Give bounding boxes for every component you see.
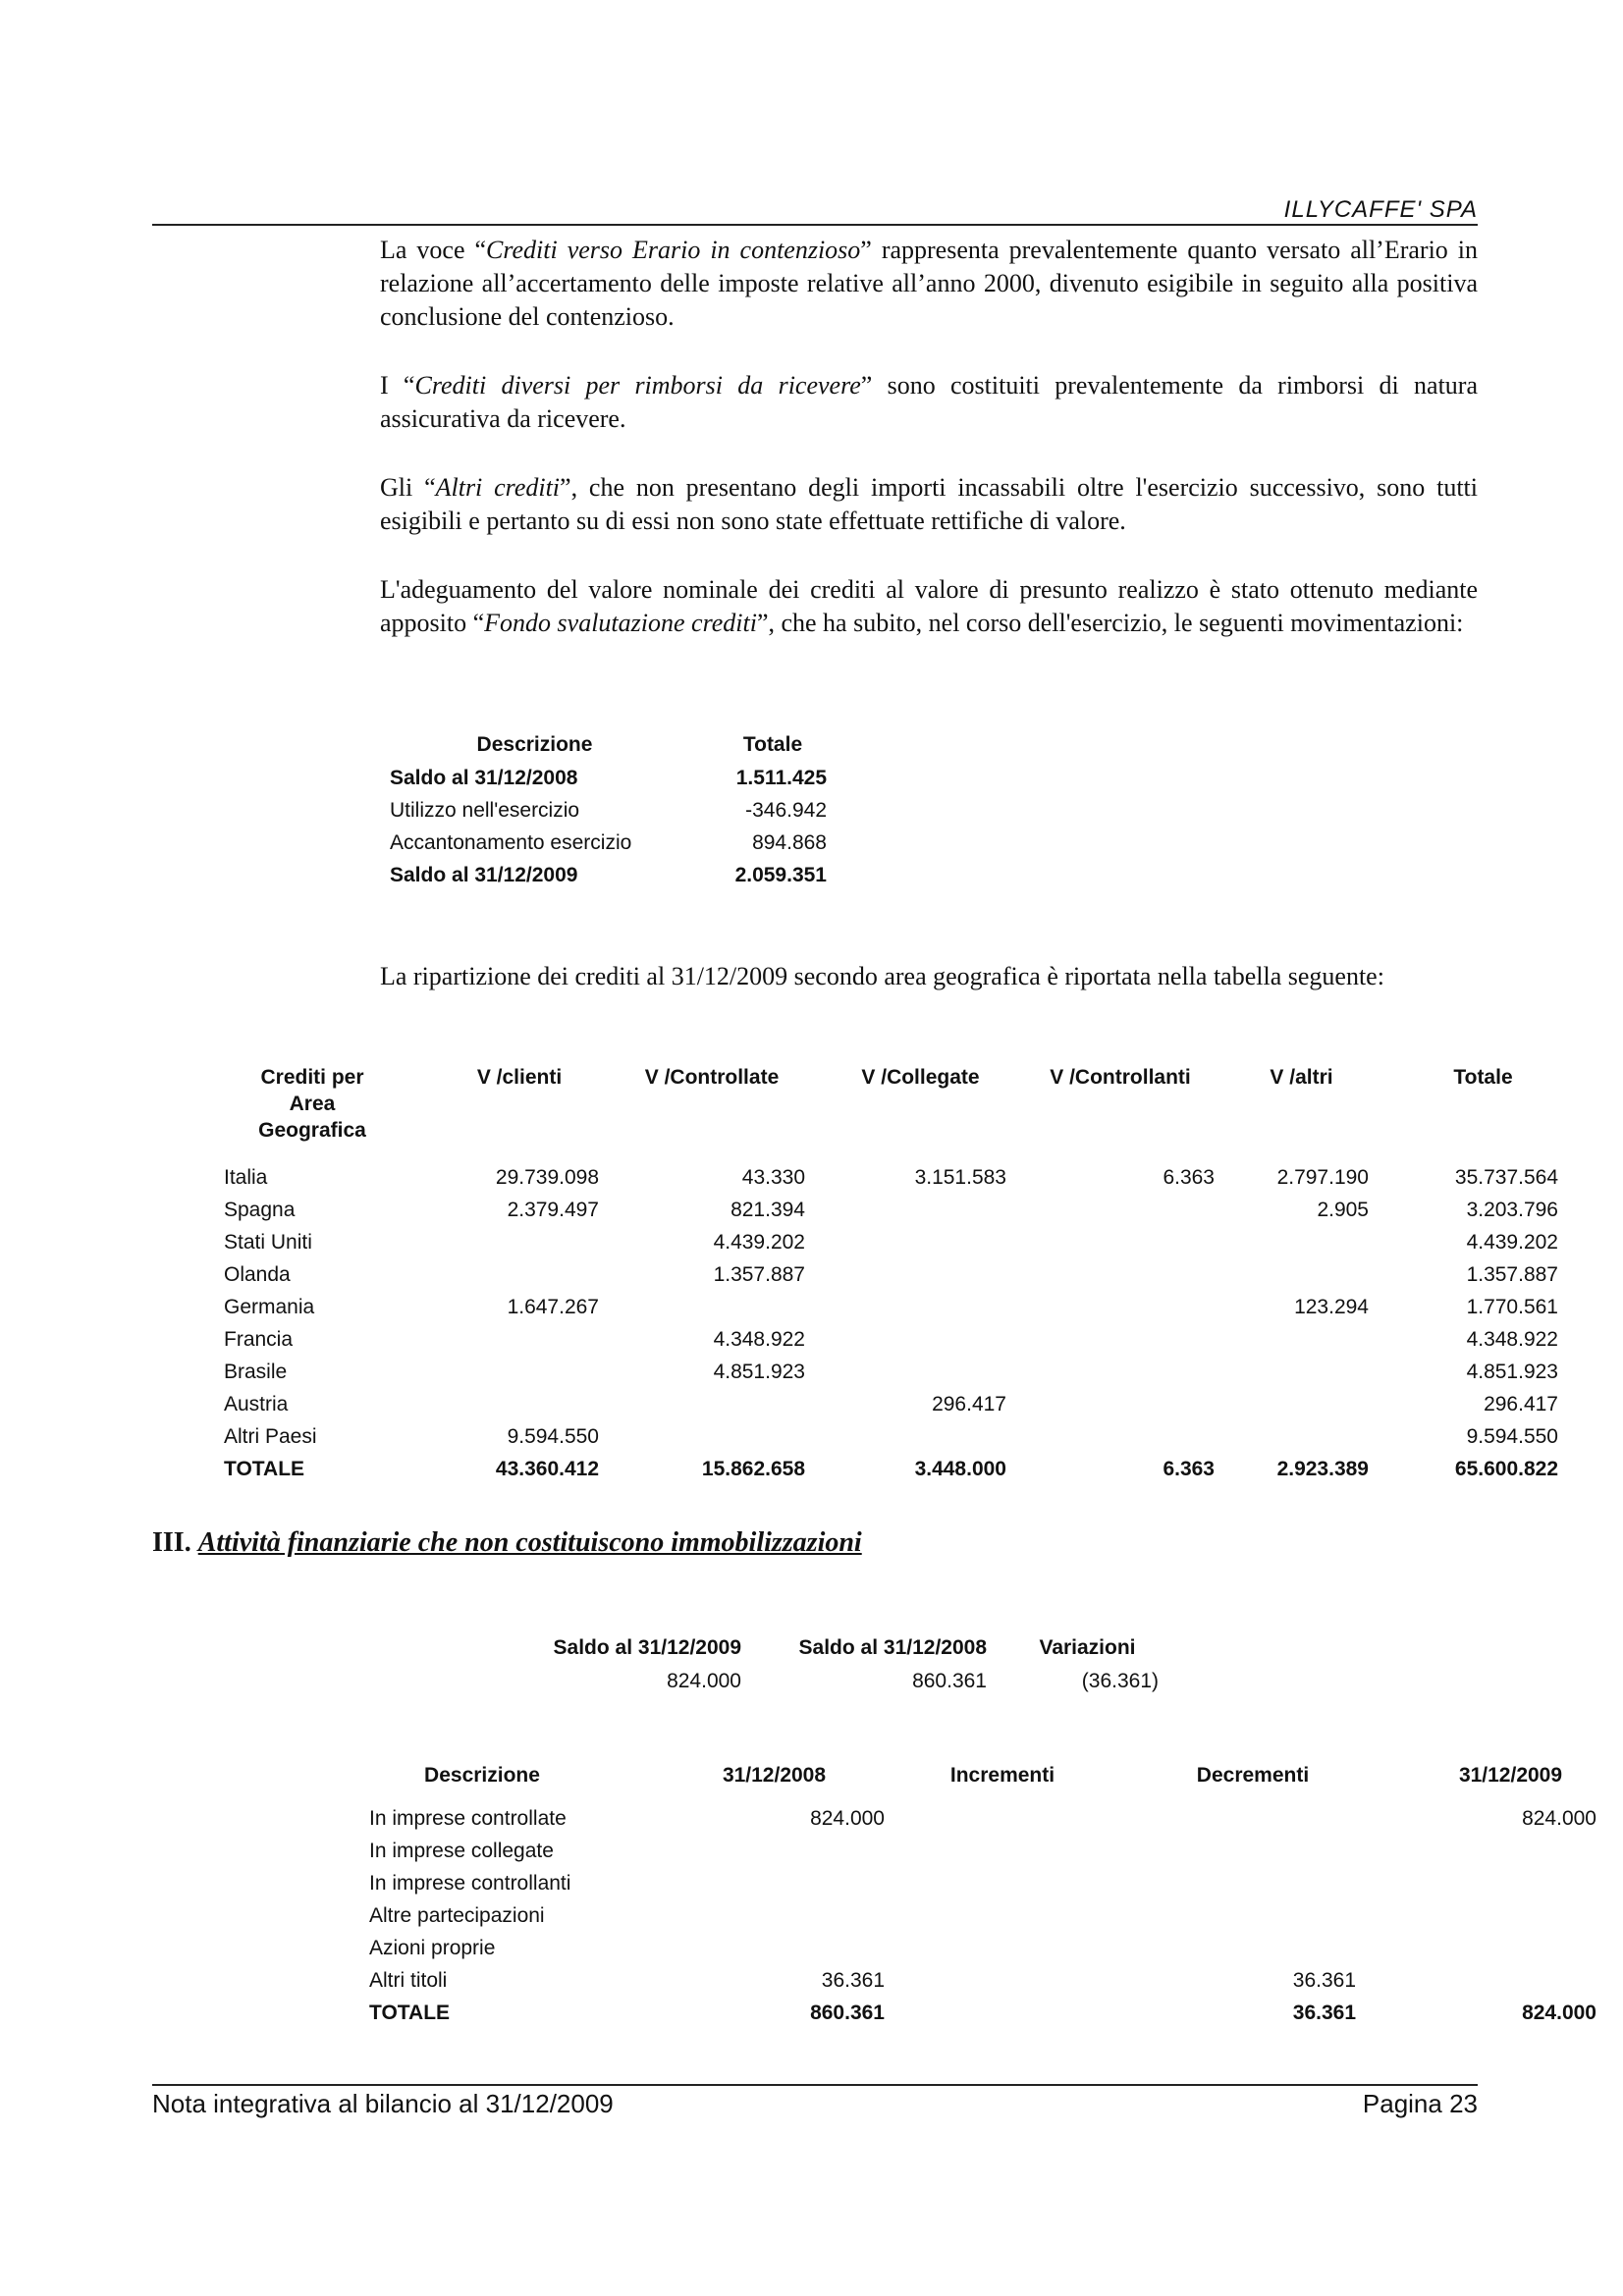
- row-label: Francia: [224, 1327, 294, 1351]
- cell-value: 9.594.550: [507, 1424, 599, 1448]
- cell-value: 824.000: [1522, 1806, 1596, 1830]
- paragraph-crediti-erario: [380, 234, 1478, 334]
- cell-value: [1006, 1388, 1215, 1420]
- cell-value: 43.330: [741, 1165, 805, 1189]
- column-header: Variazioni: [1039, 1636, 1136, 1659]
- paragraph-italic-term: Crediti diversi per rimborsi da ricevere: [414, 371, 861, 400]
- paragraph-text: ” rappresenta prevalentemente quanto versato all’Erario in relazione all’accertamento delle imposte relative all’anno 2000, divenuto esigibile in seguito alla positiva conclusione del contenzioso.: [380, 236, 1479, 331]
- row-label: Germania: [224, 1295, 315, 1318]
- cell-value: 1.647.267: [507, 1295, 599, 1318]
- cell-value: [1215, 1388, 1369, 1420]
- column-header: V /Collegate: [861, 1066, 980, 1089]
- cell-value: [401, 1323, 599, 1356]
- cell-value: 824.000: [1522, 2001, 1596, 2024]
- paragraph-italic-term: Fondo svalutazione crediti: [484, 609, 757, 637]
- cell-value: 2.379.497: [507, 1198, 599, 1221]
- total-row: [369, 1997, 1596, 2029]
- cell-value: [1006, 1226, 1215, 1258]
- table-row: [511, 1665, 1159, 1698]
- cell-value: 43.360.412: [495, 1457, 599, 1480]
- table-row: [390, 794, 827, 827]
- cell-value: [1356, 1835, 1596, 1867]
- cell-value: [885, 1964, 1081, 1997]
- paragraph-italic-term: Altri crediti: [435, 473, 561, 502]
- column-header: Decrementi: [1196, 1764, 1310, 1787]
- cell-value: 29.739.098: [495, 1165, 599, 1189]
- cell-value: 15.862.658: [701, 1457, 805, 1480]
- cell-value: [1356, 1964, 1596, 1997]
- paragraph-text: La voce “: [380, 236, 487, 264]
- cell-value: [805, 1226, 1006, 1258]
- cell-value: [595, 1867, 885, 1899]
- cell-value: 36.361: [1292, 1968, 1356, 1992]
- paragraph-text: Gli “: [380, 473, 436, 502]
- cell-value: [1081, 1802, 1356, 1835]
- footer-rule: [152, 2084, 1478, 2086]
- column-header: Totale: [1453, 1066, 1513, 1089]
- section-number: III.: [152, 1527, 191, 1558]
- cell-value: [1081, 1932, 1356, 1964]
- row-label: In imprese controllate: [369, 1806, 567, 1830]
- column-header: [224, 1064, 401, 1161]
- total-row: [224, 1453, 1558, 1485]
- paragraph-altri-crediti: [380, 471, 1478, 538]
- cell-value: 821.394: [730, 1198, 805, 1221]
- cell-value: 2.797.190: [1276, 1165, 1369, 1189]
- row-value: 1.511.425: [735, 766, 827, 789]
- table-row: [390, 859, 827, 891]
- cell-value: [1356, 1932, 1596, 1964]
- table-header-row: [390, 728, 827, 762]
- cell-value: 35.737.564: [1454, 1165, 1558, 1189]
- cell-value: [1006, 1323, 1215, 1356]
- table-header-row: [511, 1631, 1159, 1665]
- column-header: Descrizione: [424, 1764, 540, 1787]
- table-row: [224, 1323, 1558, 1356]
- cell-value: [1215, 1323, 1369, 1356]
- row-label: Altre partecipazioni: [369, 1903, 545, 1927]
- table-row: [224, 1420, 1558, 1453]
- column-header: Saldo al 31/12/2009: [553, 1636, 741, 1659]
- row-label: Saldo al 31/12/2008: [390, 766, 578, 789]
- cell-value: [401, 1356, 599, 1388]
- cell-value: 6.363: [1163, 1457, 1215, 1480]
- section-heading: Attività finanziarie che non costituiscono immobilizzazioni: [197, 1527, 862, 1558]
- paragraph-text: L'adeguamento del valore nominale dei crediti al valore di presunto realizzo è stato ottenuto mediante apposito “: [380, 575, 1478, 637]
- cell-value: [401, 1388, 599, 1420]
- row-label: TOTALE: [369, 2001, 451, 2024]
- cell-value: [805, 1291, 1006, 1323]
- cell-value: 3.448.000: [914, 1457, 1006, 1480]
- row-label: Brasile: [224, 1360, 288, 1383]
- row-label: In imprese collegate: [369, 1839, 554, 1862]
- table-row: [224, 1194, 1558, 1226]
- cell-value: [1006, 1356, 1215, 1388]
- cell-value: 296.417: [1484, 1392, 1558, 1415]
- cell-value: 2.905: [1317, 1198, 1369, 1221]
- cell-value: 860.361: [810, 2001, 885, 2024]
- column-header: V /altri: [1270, 1066, 1333, 1089]
- cell-value: (36.361): [1081, 1670, 1159, 1692]
- cell-value: 36.361: [1292, 2001, 1356, 2024]
- cell-value: 36.361: [821, 1968, 885, 1992]
- column-header: Incrementi: [949, 1764, 1055, 1787]
- cell-value: 1.357.887: [1466, 1262, 1558, 1286]
- paragraph-italic-term: Crediti verso Erario in contenzioso: [486, 236, 861, 264]
- cell-value: 3.203.796: [1466, 1198, 1558, 1221]
- column-header: Descrizione: [476, 733, 593, 756]
- cell-value: 2.923.389: [1276, 1457, 1369, 1480]
- column-header: V /Controllate: [644, 1066, 780, 1089]
- cell-value: 4.851.923: [713, 1360, 805, 1383]
- row-label: Saldo al 31/12/2009: [390, 863, 578, 886]
- cell-value: [1215, 1258, 1369, 1291]
- cell-value: [599, 1388, 805, 1420]
- cell-value: [1081, 1867, 1356, 1899]
- paragraph-text: ” sono costituiti prevalentemente da rimborsi di natura assicurativa da ricevere.: [380, 371, 1478, 433]
- table-row: [224, 1388, 1558, 1420]
- cell-value: 296.417: [932, 1392, 1006, 1415]
- paragraph-crediti-rimborsi: [380, 369, 1478, 436]
- section-title: [152, 1527, 862, 1559]
- column-header: V /Controllanti: [1050, 1066, 1191, 1089]
- cell-value: [1081, 1835, 1356, 1867]
- cell-value: [1006, 1291, 1215, 1323]
- row-label: Stati Uniti: [224, 1230, 312, 1254]
- header-rule: [152, 224, 1478, 226]
- cell-value: 9.594.550: [1466, 1424, 1558, 1448]
- cell-value: [599, 1291, 805, 1323]
- paragraph-text: ”, che non presentano degli importi incassabili oltre l'esercizio successivo, sono tutti esigibili e pertanto su di essi non sono state effettuate rettifiche di valore.: [380, 473, 1478, 535]
- row-value: 894.868: [752, 830, 827, 854]
- row-label: Austria: [224, 1392, 289, 1415]
- cell-value: [885, 1835, 1081, 1867]
- paragraph-text: ”, che ha subito, nel corso dell'esercizio, le seguenti movimentazioni:: [756, 609, 1464, 637]
- cell-value: [885, 1932, 1081, 1964]
- paragraph-fondo-svalutazione: [380, 573, 1478, 640]
- table-header-row: [224, 1064, 1558, 1161]
- column-header-text: Crediti per Area Geografica: [258, 1066, 366, 1142]
- cell-value: 824.000: [810, 1806, 885, 1830]
- attivita-finanziarie-table: [369, 1759, 1596, 2029]
- row-label: Altri titoli: [369, 1968, 448, 1992]
- table-row: [224, 1291, 1558, 1323]
- table-row: [224, 1226, 1558, 1258]
- paragraph-ripartizione: La ripartizione dei crediti al 31/12/2009 secondo area geografica è riportata nella tabella seguente:: [380, 962, 1384, 990]
- cell-value: [595, 1899, 885, 1932]
- cell-value: [885, 1997, 1081, 2029]
- header-company: ILLYCAFFE' SPA: [1283, 196, 1478, 223]
- table-row: [224, 1161, 1558, 1194]
- cell-value: 4.851.923: [1466, 1360, 1558, 1383]
- row-label: In imprese controllanti: [369, 1871, 571, 1895]
- cell-value: 65.600.822: [1454, 1457, 1558, 1480]
- row-label: Accantonamento esercizio: [390, 830, 632, 854]
- table-row: [369, 1964, 1596, 1997]
- cell-value: [805, 1194, 1006, 1226]
- cell-value: [1356, 1867, 1596, 1899]
- cell-value: [401, 1258, 599, 1291]
- footer-document-title: Nota integrativa al bilancio al 31/12/2009: [152, 2089, 614, 2118]
- cell-value: 6.363: [1163, 1165, 1215, 1189]
- row-label: TOTALE: [224, 1457, 305, 1480]
- row-label: Altri Paesi: [224, 1424, 317, 1448]
- cell-value: [1006, 1194, 1215, 1226]
- cell-value: 4.439.202: [1466, 1230, 1558, 1254]
- row-value: -346.942: [745, 798, 827, 822]
- cell-value: 4.348.922: [713, 1327, 805, 1351]
- row-value: 2.059.351: [734, 863, 827, 886]
- cell-value: [595, 1835, 885, 1867]
- cell-value: [805, 1258, 1006, 1291]
- cell-value: 4.439.202: [713, 1230, 805, 1254]
- cell-value: 1.357.887: [713, 1262, 805, 1286]
- table-row: [369, 1899, 1596, 1932]
- table-row: [224, 1258, 1558, 1291]
- cell-value: [1081, 1899, 1356, 1932]
- column-header: Totale: [742, 733, 803, 756]
- cell-value: 1.770.561: [1466, 1295, 1558, 1318]
- table-row: [369, 1932, 1596, 1964]
- row-label: Spagna: [224, 1198, 296, 1221]
- cell-value: [1215, 1420, 1369, 1453]
- table-row: [369, 1802, 1596, 1835]
- row-label: Italia: [224, 1165, 268, 1189]
- cell-value: [885, 1867, 1081, 1899]
- table-row: [390, 762, 827, 794]
- cell-value: [885, 1802, 1081, 1835]
- column-header: 31/12/2009: [1458, 1764, 1563, 1787]
- cell-value: 4.348.922: [1466, 1327, 1558, 1351]
- table-row: [369, 1867, 1596, 1899]
- table-header-row: [369, 1759, 1596, 1792]
- row-label: Olanda: [224, 1262, 291, 1286]
- cell-value: [1215, 1226, 1369, 1258]
- cell-value: [599, 1420, 805, 1453]
- table-row: [390, 827, 827, 859]
- cell-value: 3.151.583: [914, 1165, 1006, 1189]
- cell-value: [1356, 1899, 1596, 1932]
- cell-value: [885, 1899, 1081, 1932]
- fondo-svalutazione-table: [390, 728, 827, 891]
- saldi-table: [511, 1631, 1159, 1698]
- column-header: Saldo al 31/12/2008: [798, 1636, 987, 1659]
- cell-value: 123.294: [1294, 1295, 1369, 1318]
- table-row: [224, 1356, 1558, 1388]
- cell-value: [805, 1356, 1006, 1388]
- table-row: [369, 1835, 1596, 1867]
- row-label: Azioni proprie: [369, 1936, 496, 1959]
- cell-value: [1006, 1258, 1215, 1291]
- cell-value: [1215, 1356, 1369, 1388]
- cell-value: [805, 1323, 1006, 1356]
- cell-value: [401, 1226, 599, 1258]
- paragraph-text: I “: [380, 371, 415, 400]
- cell-value: [805, 1420, 1006, 1453]
- crediti-area-geografica-table: [224, 1064, 1558, 1485]
- cell-value: [595, 1932, 885, 1964]
- row-label: Utilizzo nell'esercizio: [390, 798, 580, 822]
- cell-value: 824.000: [667, 1670, 741, 1692]
- column-header: 31/12/2008: [722, 1764, 827, 1787]
- footer-page-number: Pagina 23: [1362, 2089, 1478, 2118]
- column-header: V /clienti: [476, 1066, 563, 1089]
- cell-value: [1006, 1420, 1215, 1453]
- cell-value: 860.361: [912, 1670, 987, 1692]
